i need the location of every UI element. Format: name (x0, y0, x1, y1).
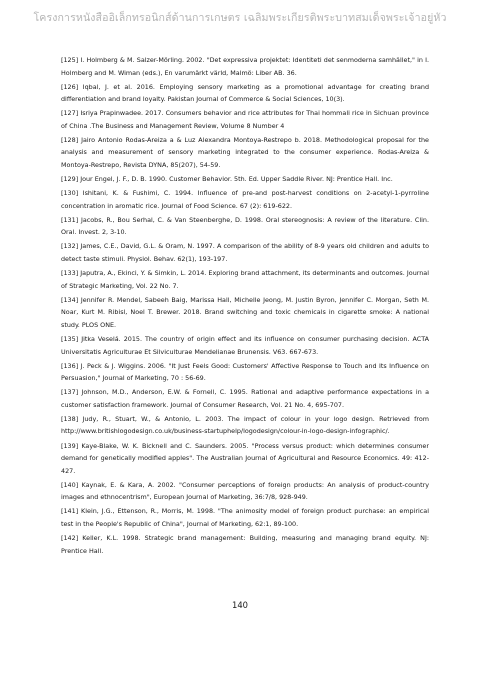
reference-item: [132] James, C.E., David, G.L. & Oram, N. 1997. A comparison of the ability of 8-9 years old children and adults to detect taste stimuli. Physiol. Behav. 62(1), 193-197. (61, 242, 429, 264)
reference-item: [141] Klein, J.G., Ettenson, R., Morris, M. 1998. "The animosity model of foreign product purchase: an empirical test in the People's Republic of China", Journal of Marketing, 62:1, 89-100. (61, 507, 429, 528)
reference-item: [131] Jacobs, R., Bou Serhal, C. & Van Steenberghe, D. 1998. Oral stereognosis: A review of the literature. Clin. Oral. Invest. 2, 3-10. (61, 215, 429, 237)
reference-item: [128] Jairo Antonio Rodas-Areiza a & Luz Alexandra Montoya-Restrepo b. 2018. Methodological proposal for the analysis and measurement of sensory marketing integrated to the consumer experience. Rodas-Areiza & Montoya-Restrepo, Revista DYNA, 85(207), 54-59. (61, 135, 429, 170)
reference-item: [125] I. Holmberg & M. Salzer-Mörling. 2002. "Det expressiva projektet: Identiteti det senmoderna samhället," in I. Holmberg and M. Wiman (eds.), En varumärkt värld, Malmö: Liber AB. 36. (61, 56, 429, 77)
reference-item: [136] J. Peck & J. Wiggins. 2006. "It Just Feels Good: Customers' Affective Response to Touch and Its Influence on Persuasion," Journal of Marketing, 70 : 56-69. (61, 361, 429, 383)
reference-item: [127] Isriya Prapinwadee. 2017. Consumers behavior and rice attributes for Thai hommali rice in Sichuan province of China .The Business and Management Review, Volume 8 Number 4 (61, 109, 429, 130)
reference-item: [140] Kaynak, E. & Kara, A. 2002. "Consumer perceptions of foreign products: An analysis of product-country images and ethnocentrism", European Journal of Marketing, 36:7/8, 928-949. (61, 480, 429, 502)
reference-item: [126] Iqbal, J. et al. 2016. Employing sensory marketing as a promotional advantage for creating brand differentiation and brand loyalty. Pakistan Journal of Commerce & Social Sciences, 10(3). (61, 82, 429, 104)
reference-item: [130] Ishitani, K. & Fushimi, C. 1994. Influence of pre-and post-harvest conditions on 2-acetyl-1-pyrroline concentration in aromatic rice. Journal of Food Science. 67 (2): 619-622. (61, 189, 429, 210)
reference-item: [135] Jitka Veselá. 2015. The country of origin effect and its influence on consumer purchasing decision. ACTA Universitatis Agriculturae Et Silviculturae Mendelianae Brunensis. V63. 667-673. (61, 334, 429, 356)
reference-item: [134] Jennifer R. Mendel, Sabeeh Baig, Marissa Hall, Michelle Jeong, M. Justin Byron, Jennifer C. Morgan, Seth M. Noar, Kurt M. Ribisl, Noel T. Brewer. 2018. Brand switching and toxic chemicals in cigarette smoke: A national study. PLOS ONE. (61, 295, 429, 329)
page-number: 140 (232, 600, 248, 610)
page-header: โครงการหนังสืออิเล็กทรอนิกส์ด้านการเกษตร เฉลิมพระเกียรติพระบาทสมเด็จพระเจ้าอยู่หัว (33, 12, 447, 24)
reference-item: [142] Keller, K.L. 1998. Strategic brand management: Building, measuring and managing brand equity. NJ: Prentice Hall. (61, 533, 429, 555)
reference-item: [129] Jour Engel, J. F., D. B. 1990. Customer Behavior. 5th. Ed. Upper Saddle River. NJ: Prentice Hall. Inc. (61, 175, 393, 184)
reference-item: [133] Japutra, A., Ekinci, Y. & Simkin, L. 2014. Exploring brand attachment, its determinants and outcomes. Journal of Strategic Marketing, Vol. 22 No. 7. (61, 269, 429, 290)
reference-list (61, 54, 429, 559)
reference-item: [139] Kaye-Blake, W. K. Bicknell and C. Saunders. 2005. "Process versus product: which determines consumer demand for genetically modified apples". The Australian Journal of Agricultural and Resource Economics. 49: 412-427. (61, 441, 429, 475)
reference-item: [138] Judy, R., Stuart, W., & Antonio, L. 2003. The impact of colour in your logo design. Retrieved from http://www.britishlogodesign.co.uk/business-startuphelp/logodesign/colour-in-logo-design-infographic/. (61, 414, 429, 436)
reference-item: [137] Johnson, M.D., Anderson, E.W. & Fornell, C. 1995. Rational and adaptive performance expectations in a customer satisfaction framework. Journal of Consumer Research, Vol. 21 No. 4, 695-707. (61, 388, 429, 409)
